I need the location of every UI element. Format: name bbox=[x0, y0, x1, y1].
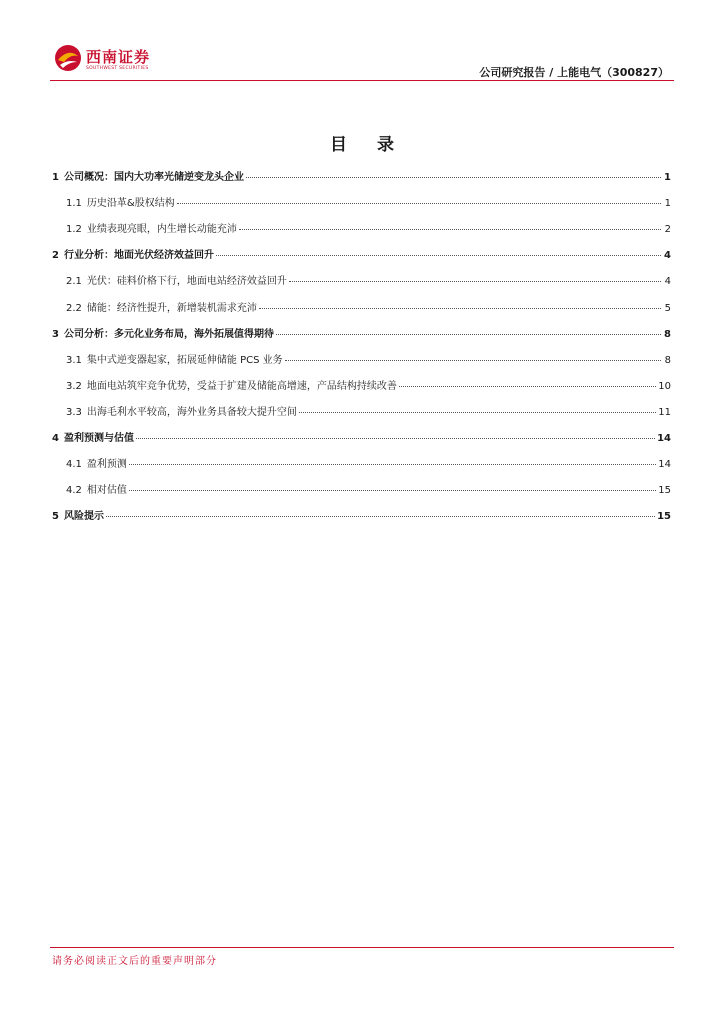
toc-section-entry[interactable] bbox=[52, 299, 671, 317]
toc-section-entry[interactable] bbox=[52, 377, 671, 395]
toc-page-number: 14 bbox=[657, 433, 671, 444]
toc-page-number: 5 bbox=[664, 302, 671, 314]
toc-chapter-entry[interactable] bbox=[52, 325, 671, 343]
toc-entry-number: 3.1 bbox=[66, 354, 82, 366]
logo-chinese-name: 西南证券 bbox=[86, 48, 151, 66]
toc-entry-number: 4 bbox=[52, 433, 59, 444]
toc-dot-leader bbox=[136, 438, 655, 439]
toc-section-entry[interactable] bbox=[52, 194, 671, 212]
toc-entry-title: 地面电站筑牢竞争优势，受益于扩建及储能高增速，产品结构持续改善 bbox=[86, 380, 397, 392]
toc-page-number: 1 bbox=[664, 172, 671, 183]
toc-section-entry[interactable] bbox=[52, 220, 671, 238]
toc-dot-leader bbox=[289, 281, 661, 282]
header-divider bbox=[50, 80, 674, 81]
toc-chapter-entry[interactable] bbox=[52, 507, 671, 525]
logo-english-name: SOUTHWEST SECURITIES bbox=[86, 66, 149, 71]
toc-entry-title: 盈利预测 bbox=[86, 459, 127, 471]
toc-entry-number: 3.2 bbox=[66, 380, 82, 392]
toc-page-number: 2 bbox=[664, 224, 671, 236]
toc-dot-leader bbox=[399, 386, 656, 387]
toc-entry-title: 盈利预测与估值 bbox=[63, 433, 134, 444]
toc-dot-leader bbox=[177, 203, 661, 204]
footer-divider bbox=[50, 947, 674, 948]
toc-entry-number: 2.2 bbox=[66, 302, 82, 314]
toc-entry-title: 风险提示 bbox=[63, 511, 104, 523]
toc-dot-leader bbox=[129, 464, 656, 465]
toc-page-number: 10 bbox=[658, 380, 671, 392]
toc-chapter-entry[interactable] bbox=[52, 246, 671, 264]
logo-mark-icon bbox=[54, 44, 82, 72]
toc-entry-title: 集中式逆变器起家，拓展延伸储能 PCS 业务 bbox=[86, 354, 283, 366]
toc-entry-number: 2 bbox=[52, 250, 59, 262]
toc-entry-number: 2.1 bbox=[66, 276, 82, 288]
toc-dot-leader bbox=[106, 516, 655, 517]
toc-dot-leader bbox=[299, 412, 656, 413]
toc-entry-number: 1.1 bbox=[66, 198, 82, 210]
toc-dot-leader bbox=[259, 308, 661, 309]
toc-page-number: 1 bbox=[664, 198, 671, 210]
toc-entry-number: 3 bbox=[52, 328, 59, 340]
toc-section-entry[interactable] bbox=[52, 455, 671, 473]
toc-entry-number: 1 bbox=[52, 172, 59, 183]
toc-dot-leader bbox=[129, 490, 656, 491]
toc-entry-number: 3.3 bbox=[66, 406, 82, 418]
report-identifier: 公司研究报告 / 上能电气（300827） bbox=[479, 66, 669, 79]
toc-page-number: 11 bbox=[658, 406, 671, 418]
toc-dot-leader bbox=[246, 177, 661, 178]
toc-dot-leader bbox=[276, 334, 661, 335]
toc-section-entry[interactable] bbox=[52, 272, 671, 290]
toc-entry-title: 行业分析：地面光伏经济效益回升 bbox=[63, 250, 214, 262]
toc-entry-title: 历史沿革&股权结构 bbox=[86, 198, 175, 210]
toc-entry-title: 业绩表现亮眼，内生增长动能充沛 bbox=[86, 224, 237, 236]
toc-page-number: 4 bbox=[664, 250, 671, 262]
toc-dot-leader bbox=[239, 229, 661, 230]
toc-page-number: 14 bbox=[658, 459, 671, 471]
toc-section-entry[interactable] bbox=[52, 481, 671, 499]
toc-entry-number: 1.2 bbox=[66, 224, 82, 236]
toc-chapter-entry[interactable] bbox=[52, 168, 671, 186]
disclaimer-note: 请务必阅读正文后的重要声明部分 bbox=[52, 956, 217, 967]
company-logo bbox=[54, 44, 184, 76]
toc-entry-title: 储能：经济性提升，新增装机需求充沛 bbox=[86, 302, 257, 314]
toc-entry-title: 光伏：硅料价格下行，地面电站经济效益回升 bbox=[86, 276, 287, 288]
toc-section-entry[interactable] bbox=[52, 351, 671, 369]
toc-entry-number: 4.2 bbox=[66, 485, 82, 497]
toc-page-number: 8 bbox=[664, 354, 671, 366]
toc-entry-title: 公司分析：多元化业务布局，海外拓展值得期待 bbox=[63, 328, 274, 340]
toc-page-number: 15 bbox=[658, 485, 671, 497]
toc-chapter-entry[interactable] bbox=[52, 429, 671, 447]
page-header bbox=[0, 0, 724, 82]
toc-page-number: 8 bbox=[664, 328, 671, 340]
toc-section-entry[interactable] bbox=[52, 403, 671, 421]
toc-title: 目 录 bbox=[330, 135, 406, 155]
toc-page-number: 4 bbox=[664, 276, 671, 288]
toc-entry-title: 相对估值 bbox=[86, 485, 127, 497]
toc-dot-leader bbox=[285, 360, 661, 361]
toc-entry-title: 出海毛利水平较高，海外业务具备较大提升空间 bbox=[86, 406, 297, 418]
toc-dot-leader bbox=[216, 255, 661, 256]
toc-entry-number: 5 bbox=[52, 511, 59, 523]
toc-entry-number: 4.1 bbox=[66, 459, 82, 471]
toc-entry-title: 公司概况：国内大功率光储逆变龙头企业 bbox=[63, 172, 244, 183]
toc-page-number: 15 bbox=[657, 511, 671, 523]
